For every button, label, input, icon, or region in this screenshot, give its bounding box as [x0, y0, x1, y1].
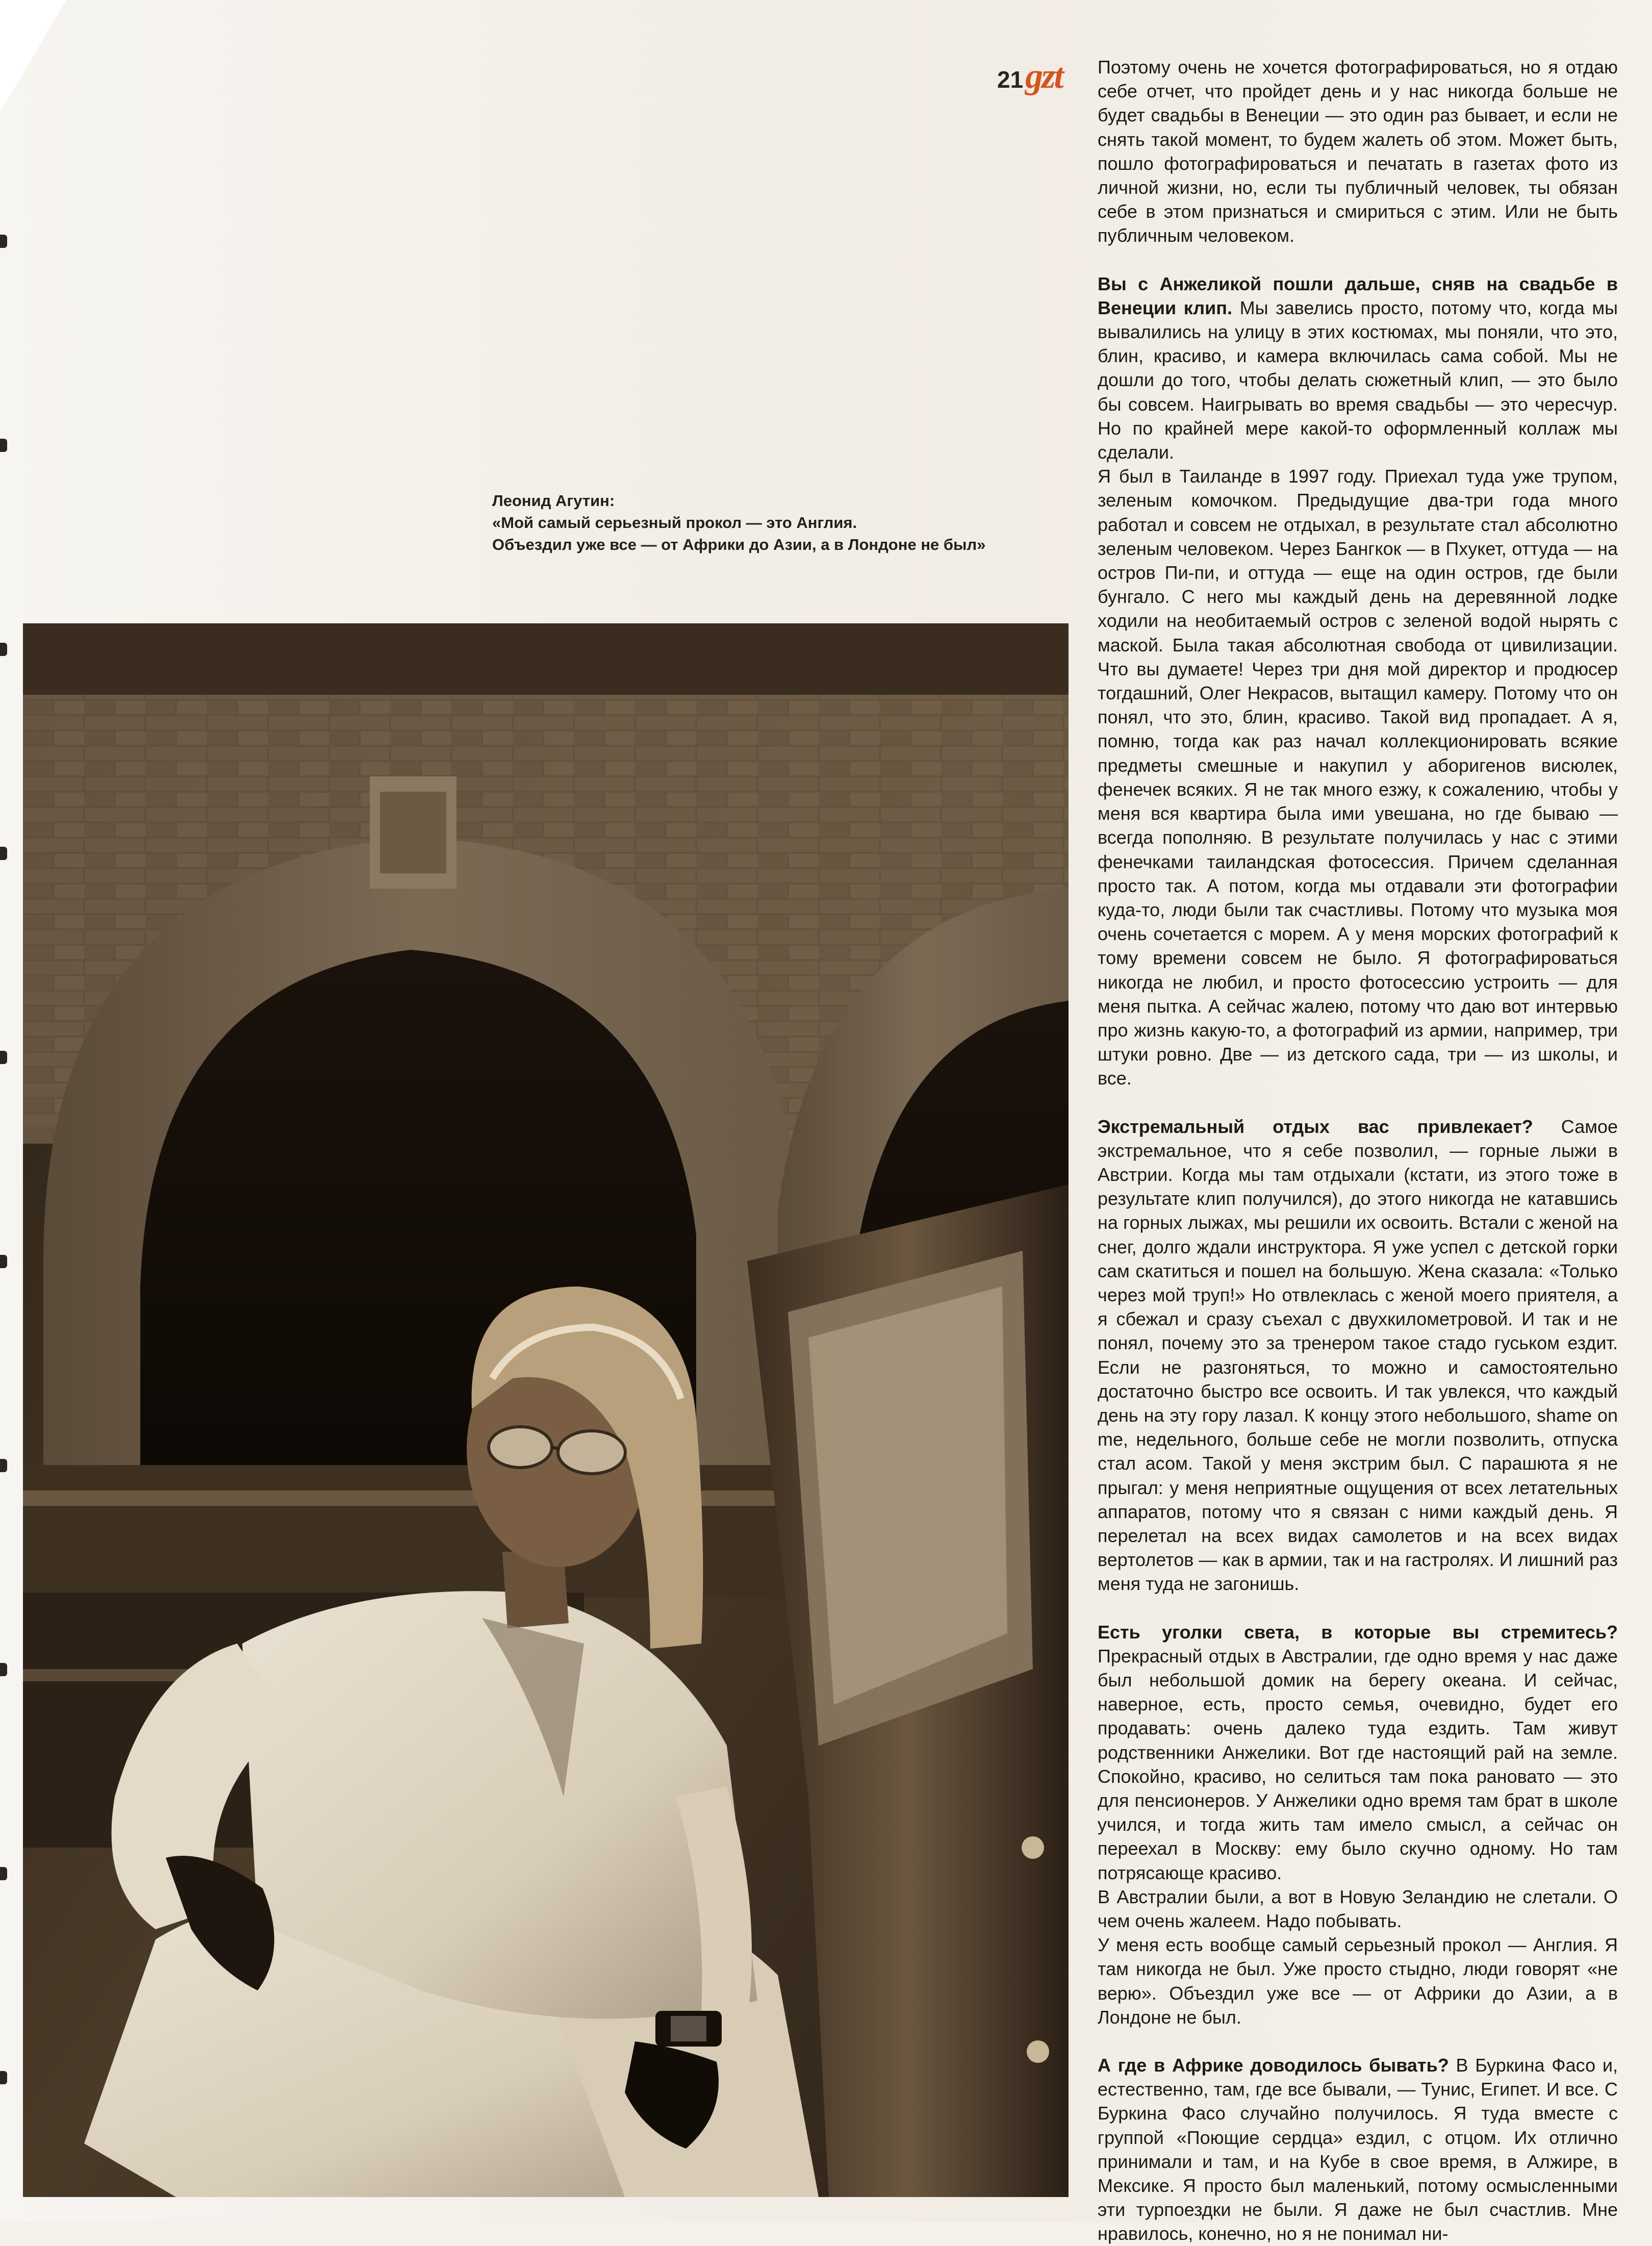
article-paragraph: Поэтому очень не хочется фотографироваться, но я отдаю себе отчет, что пройдет день и у нас никогда больше не будет свадьбы в Венеции — это один раз бывает, и если не снять такой момент, то будем жалеть об этом. Может быть, пошло фотографироваться и печатать в газетах фото из личной жизни, но, если ты публичный человек, ты обязан себе в этом признаться и смириться с этим. Или не быть публичным человеком.	[1098, 57, 1618, 246]
article-qa-block	[1098, 2053, 1618, 2246]
article-qa-block	[1098, 1620, 1618, 1885]
article-paragraph: Я был в Таиланде в 1997 году. Приехал туда уже трупом, зеленым комочком. Предыдущие два-три года много работал и совсем не отдыхал, в результате стал абсолютно зеленым человеком. Через Бангкок — в Пхукет, оттуда — на остров Пи-пи, и оттуда — еще на один остров, где были бунгало. С него мы каждый день на деревянной лодке ходили на необитаемый остров с зеленой водой нырять с маской. Была такая абсолютная свобода от цивилизации. Что вы думаете! Через три дня мой директор и продюсер тогдашний, Олег Некрасов, вытащил камеру. Потому что он понял, что это, блин, красиво. Такой вид пропадает. А я, помню, тогда как раз начал коллекционировать всякие предметы смешные и накупил у аборигенов висюлек, фенечек всяких. Я не так много езжу, к сожалению, чтобы у меня вся квартира была ими увешана, но где бываю — всегда пополняю. В результате получилась у нас с этими фенечками таиландская фотосессия. Причем сделанная просто так. А потом, когда мы отдавали эти фотографии куда-то, люди были так счастливы. Потому что музыка моя очень сочетается с морем. А у меня морских фотографий к тому времени совсем не было. Я фотографироваться никогда не любил, и просто фотосессию устроить — для меня пытка. А сейчас жалею, потому что даю вот интервью про жизнь какую-то, а фотографий из армии, например, три штуки ровно. Две — из детского сада, три — из школы, и все.	[1098, 466, 1618, 1089]
photo-caption	[492, 490, 1079, 556]
caption-quote-line-2: Объездил уже все — от Африки до Азии, а в Лондоне не был»	[492, 536, 986, 553]
article-qa-block	[1098, 1115, 1618, 1596]
article-qa-block	[1098, 272, 1618, 465]
interview-question: Есть уголки света, в которые вы стремитесь?	[1098, 1621, 1618, 1643]
interview-question: Вы с Анжеликой пошли дальше, сняв на свадьбе в Венеции клип.	[1098, 273, 1618, 318]
article-paragraph: У меня есть вообще самый серьезный прокол — Англия. Я там никогда не был. Уже просто стыдно, люди говорят «не верю». Объездил уже все — от Африки до Азии, а в Лондоне не был.	[1098, 1934, 1618, 2028]
interview-answer: Мы завелись просто, потому что, когда мы вывалились на улицу в этих костюмах, мы поняли, что это, блин, красиво, и камера включилась сама собой. Мы не дошли до того, чтобы делать сюжетный клип, — это было бы совсем. Наигрывать во время свадьбы — это чересчур. Но по крайней мере какой-то оформленный коллаж мы сделали.	[1098, 297, 1618, 463]
interview-answer: Самое экстремальное, что я себе позволил, — горные лыжи в Австрии. Когда мы там отдыхали (кстати, из этого тоже в результате клип получился), до этого никогда не катавшись на горных лыжах, мы решили их освоить. Встали с женой на снег, долго ждали инструктора. Я уже успел с детской горки сам скатиться и пошел на большую. Жена сказала: «Только через мой труп!» Но отвлеклась с женой моего приятеля, а я сбежал и сразу съехал с двухкилометровой. И так и не понял, почему это за тренером такое стадо гуськом ездит. Если не разгоняться, то можно и самостоятельно достаточно быстро все освоить. И так увлекся, что каждый день на эту гору лазал. К концу этого небольшого, shame on me, недельного, больше себе не могли позволить, отпуска стал асом. Такой у меня экстрим был. С парашюта я не прыгал: у меня неприятные ощущения от всех летательных аппаратов, потому что я связан с ними каждый день. Я перелетал на всех видах самолетов и на всех видах вертолетов — как в армии, так и на гастролях. И лишний раз меня туда не загонишь.	[1098, 1116, 1618, 1595]
article-paragraph: В Австралии были, а вот в Новую Зеландию не слетали. О чем очень жалеем. Надо побывать.	[1098, 1886, 1618, 1932]
portrait-photo	[23, 623, 1069, 2197]
interview-question: Экстремальный отдых вас привлекает?	[1098, 1116, 1533, 1137]
caption-quote-line-1: «Мой самый серьезный прокол — это Англия.	[492, 514, 857, 532]
photo-illustration	[23, 623, 1069, 2197]
interview-answer: В Буркина Фасо и, естественно, там, где все бывали, — Тунис, Египет. И все. С Буркина Фасо случайно получилось. Я туда вместе с группой «Поющие сердца» ездил, с отцом. Их отлично принимали и там, и на Кубе в свое время, в Алжире, в Мексике. Я просто был маленький, потому осмысленными эти турпоездки не были. Я даже не был счастлив. Мне нравилось, конечно, но я не понимал ни-	[1098, 2055, 1618, 2244]
magazine-logo: gzt	[1025, 57, 1062, 96]
page-folio	[997, 56, 1062, 97]
torn-corner	[0, 0, 66, 112]
caption-speaker: Леонид Агутин:	[492, 492, 615, 510]
page-number: 21	[997, 66, 1024, 93]
binding-marks	[0, 153, 9, 2142]
interview-answer: Прекрасный отдых в Австралии, где одно время у нас даже был небольшой домик на берегу океана. И сейчас, наверное, есть, просто семья, очевидно, будет его продавать: очень далеко туда ездить. Там живут родственники Анжелики. Вот где настоящий рай на земле. Спокойно, красиво, но селиться там пока рановато — это для пенсионеров. У Анжелики одно время там брат в школе учился, и тогда жить там имело смысл, а сейчас он переехал в Москву: ему было скучно одному. Но там потрясающе красиво.	[1098, 1645, 1618, 1883]
article-column	[1098, 55, 1618, 2246]
interview-question: А где в Африке доводилось бывать?	[1098, 2055, 1449, 2076]
